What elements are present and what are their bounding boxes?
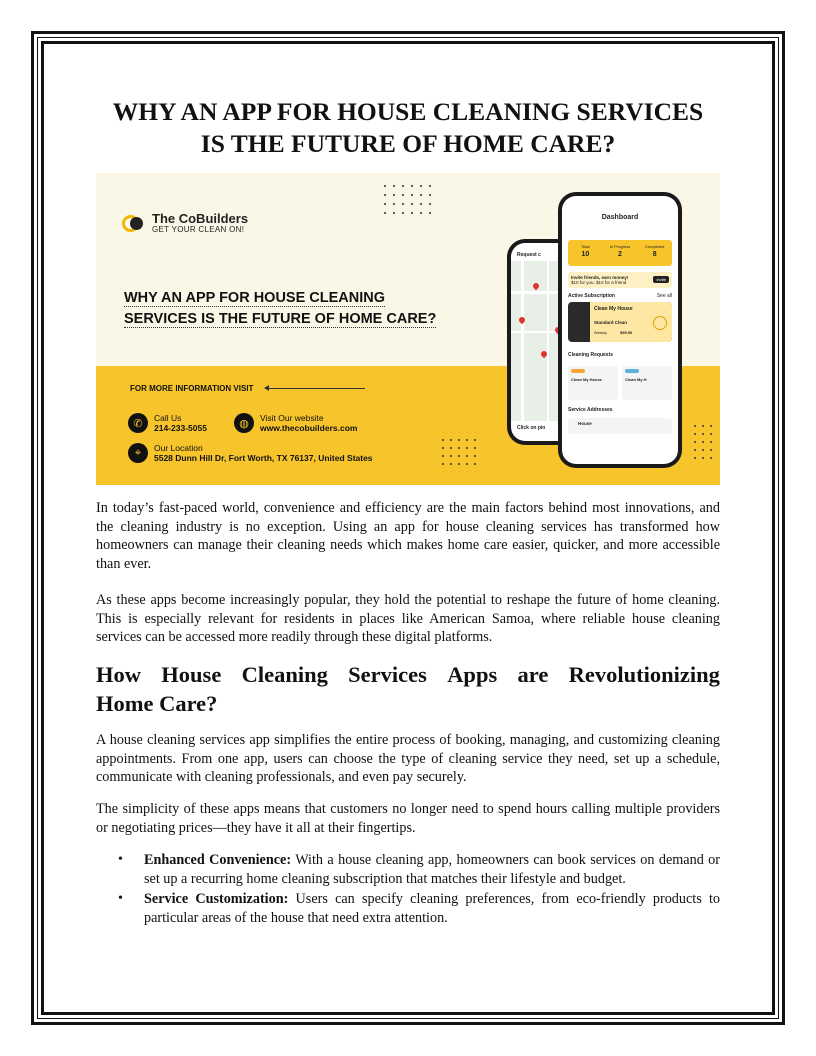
call-info [128, 413, 207, 433]
decorative-dots-mid [442, 439, 476, 465]
paragraph-popularity: As these apps become increasingly popular, they hold the potential to reshape the future of home cleaning. This is especially relevant for residents in places like American Samoa, where reliable house cleaning services can be accessed more readily through these digital platforms. [96, 592, 720, 645]
stat-completed-value: 8 [652, 251, 657, 258]
page-title [96, 96, 720, 160]
heading-word: Cleaning [241, 662, 328, 687]
service-addresses-heading: Service Addresses [568, 407, 613, 413]
call-label: Call Us [154, 413, 182, 423]
progress-ring-icon [653, 316, 667, 330]
heading-word: How [96, 662, 141, 687]
heading-word: Apps [447, 662, 498, 687]
stat-progress-label: In Progress [609, 244, 631, 249]
stat-total-label: Total [581, 244, 590, 249]
more-info-label [130, 384, 365, 393]
decorative-dots-top [384, 185, 431, 214]
bullet-text: With a house cleaning app, homeowners can book services on demand or set up a recurring home cleaning subscription that matches their lifestyle and budget. [144, 852, 721, 887]
see-all-link: See all [656, 293, 672, 299]
paragraph-simplicity: The simplicity of these apps means that customers no longer need to spend hours calling multiple providers or negotiating prices—they have it all at their fingertips. [96, 801, 720, 836]
stat-completed-label: Completed [645, 244, 665, 249]
location-info [128, 443, 373, 463]
map-request-label: Request c [517, 252, 541, 258]
address-name: House [578, 421, 592, 426]
section-heading [96, 660, 720, 718]
brand-logo [122, 212, 248, 236]
logo-icon [122, 212, 146, 236]
heading-line-2: Home Care? [96, 691, 218, 716]
invite-card [568, 272, 672, 288]
heading-word: House [161, 662, 222, 687]
banner-headline [124, 288, 504, 330]
paragraph-app-overview: A house cleaning services app simplifies the entire process of booking, managing, and customizing cleaning appointments. From one app, users can choose the type of cleaning service they need, set up a schedule, communicate with cleaning professionals, and even pay securely. [96, 732, 720, 785]
bullet-term: Service Customization: [144, 891, 289, 907]
bullet-term: Enhanced Convenience: [144, 852, 292, 868]
dashboard-title: Dashboard [601, 214, 639, 221]
banner-image [96, 173, 720, 485]
more-info-text: FOR MORE INFORMATION VISIT [130, 384, 254, 393]
stats-panel [568, 240, 672, 266]
request-title: Clean My House [571, 377, 602, 382]
list-item [96, 890, 720, 927]
phone-mockup-dashboard [558, 192, 682, 468]
address-card [568, 418, 672, 434]
invite-subtitle: $10 for you, $10 for a friend [571, 280, 627, 285]
location-address: 5528 Dunn Hill Dr, Fort Worth, TX 76137, United States [154, 453, 373, 463]
location-label: Our Location [154, 443, 203, 453]
subscription-plan: Standard Clean [594, 320, 628, 325]
subscription-price: $99.00 [620, 330, 633, 335]
subscription-card [568, 302, 672, 342]
location-pin-icon: ⌖ [128, 443, 148, 463]
website-url: www.thecobuilders.com [260, 423, 358, 433]
cleaning-requests-heading: Cleaning Requests [568, 352, 614, 358]
bullet-text: Users can specify cleaning preferences, from eco-friendly products to particular areas of the house that need extra attention. [144, 891, 720, 926]
map-pin-icon [518, 316, 526, 324]
request-title: Clean My H [625, 377, 647, 382]
title-line-2: IS THE FUTURE OF HOME CARE? [200, 129, 616, 158]
subscription-name: Clean My House [594, 306, 633, 312]
banner-headline-line-2: SERVICES IS THE FUTURE OF HOME CARE? [124, 311, 437, 327]
request-card [622, 366, 672, 400]
globe-icon: ◍ [234, 413, 254, 433]
invite-title: Invite friends, earn money! [571, 275, 629, 280]
benefits-list [96, 851, 720, 929]
phone-icon: ✆ [128, 413, 148, 433]
brand-tagline: GET YOUR CLEAN ON! [152, 225, 245, 234]
invite-button: Invite [653, 276, 669, 283]
heading-word: Services [348, 662, 427, 687]
heading-word: Revolutionizing [568, 662, 720, 687]
paragraph-intro: In today’s fast-paced world, convenience and efficiency are the main factors behind most innovations, and the cleaning industry is no exception. Using an app for house cleaning services has transformed how homeowners can manage their cleaning needs which makes home care easier, quicker, and more accessible than ever. [96, 500, 720, 572]
request-card [568, 366, 618, 400]
stat-total-value: 10 [581, 251, 590, 258]
click-on-pin-label: Click on pin [517, 425, 546, 431]
heading-word: are [517, 662, 549, 687]
banner-headline-line-1: WHY AN APP FOR HOUSE CLEANING [124, 290, 386, 306]
title-line-1: WHY AN APP FOR HOUSE CLEANING SERVICES [112, 97, 704, 126]
list-item [96, 851, 720, 888]
arrow-left-icon [265, 388, 365, 389]
subscription-frequency: Weekly [594, 330, 608, 335]
decorative-dots-right [694, 425, 712, 459]
call-number: 214-233-5055 [154, 423, 207, 433]
map-pin-icon [532, 282, 540, 290]
stat-progress-value: 2 [618, 251, 622, 258]
website-info [234, 413, 357, 433]
website-label: Visit Our website [260, 413, 324, 423]
brand-name: The CoBuilders [152, 211, 249, 226]
active-subscription-heading: Active Subscription [568, 293, 615, 299]
